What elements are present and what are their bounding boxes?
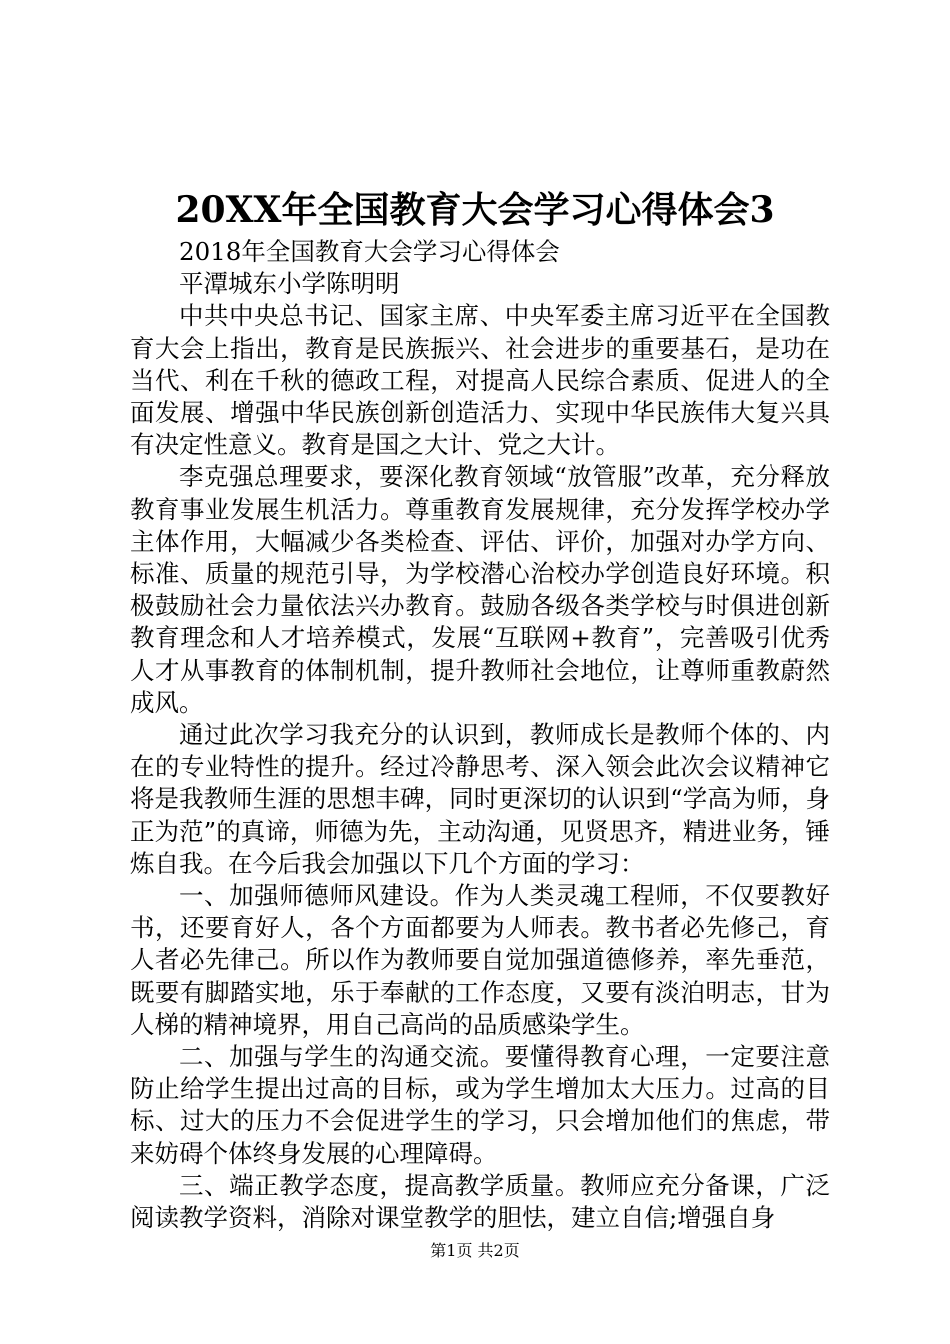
subtitle-paragraph: 2018年全国教育大会学习心得体会	[179, 237, 560, 266]
page-number-footer: 第1页 共2页	[430, 1241, 520, 1260]
document-body	[130, 236, 830, 1234]
body-paragraph: 三、端正教学态度，提高教学质量。教师应充分备课，广泛阅读教学资料，消除对课堂教学的胆怯，建立自信;增强自身	[130, 1170, 830, 1233]
body-paragraph: 二、加强与学生的沟通交流。要懂得教育心理，一定要注意防止给学生提出过高的目标，或为学生增加太大压力。过高的目标、过大的压力不会促进学生的学习，只会增加他们的焦虑，带来妨碍个体终身发展的心理障碍。	[130, 1042, 830, 1168]
document-title: 20XX年全国教育大会学习心得体会3	[175, 189, 775, 231]
body-paragraph: 通过此次学习我充分的认识到，教师成长是教师个体的、内在的专业特性的提升。经过冷静思考、深入领会此次会议精神它将是我教师生涯的思想丰碑，同时更深切的认识到“学高为师，身正为范”的真谛，师德为先，主动沟通，见贤思齐，精进业务，锤炼自我。在今后我会加强以下几个方面的学习：	[130, 720, 830, 878]
author-paragraph: 平潭城东小学陈明明	[179, 269, 400, 299]
body-paragraph: 一、加强师德师风建设。作为人类灵魂工程师，不仅要教好书，还要育好人，各个方面都要为人师表。教书者必先修己，育人者必先律己。所以作为教师要自觉加强道德修养，率先垂范，既要有脚踏实地，乐于奉献的工作态度，又要有淡泊明志，甘为人梯的精神境界，用自己高尚的品质感染学生。	[130, 881, 830, 1039]
body-paragraph: 中共中央总书记、国家主席、中央军委主席习近平在全国教育大会上指出，教育是民族振兴、社会进步的重要基石，是功在当代、利在千秋的德政工程，对提高人民综合素质、促进人的全面发展、增强中华民族创新创造活力、实现中华民族伟大复兴具有决定性意义。教育是国之大计、党之大计。	[130, 301, 830, 460]
body-paragraph: 李克强总理要求，要深化教育领域“放管服”改革，充分释放教育事业发展生机活力。尊重教育发展规律，充分发挥学校办学主体作用，大幅减少各类检查、评估、评价，加强对办学方向、标准、质量的规范引导，为学校潜心治校办学创造良好环境。积极鼓励社会力量依法兴办教育。鼓励各级各类学校与时俱进创新教育理念和人才培养模式，发展“互联网+教育”，完善吸引优秀人才从事教育的体制机制，提升教师社会地位，让尊师重教蔚然成风。	[130, 462, 830, 717]
